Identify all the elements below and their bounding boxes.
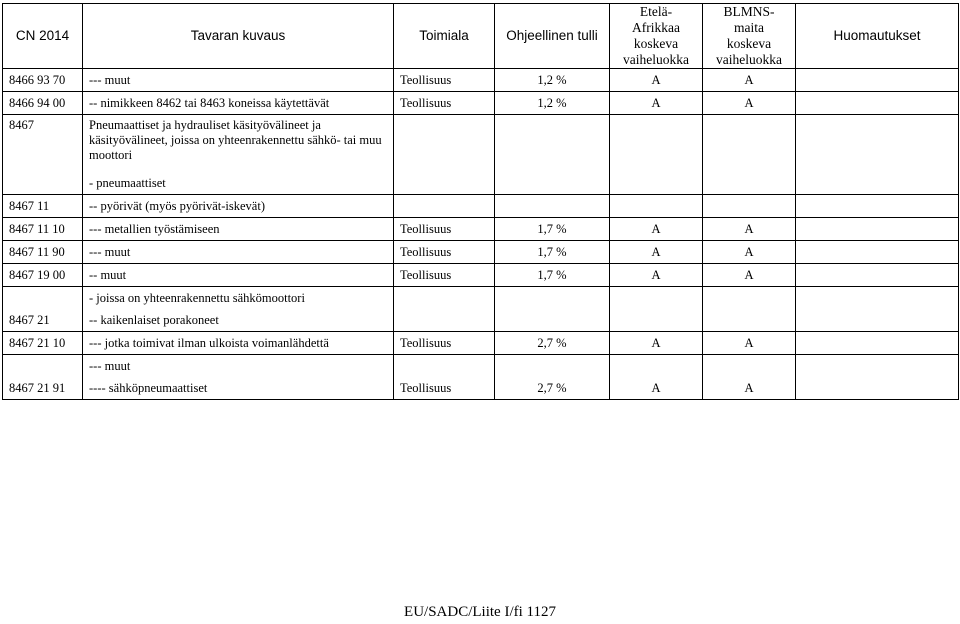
- cell-sector: [394, 115, 495, 173]
- table-row: [3, 172, 959, 195]
- cell-description: --- muut: [83, 355, 394, 378]
- table-row: [3, 92, 959, 115]
- cell-cn: 8467 11: [3, 195, 83, 218]
- cell-sector: [394, 172, 495, 195]
- cell-sector: [394, 287, 495, 310]
- cell-tariff: 1,7 %: [495, 241, 610, 264]
- header-sa-line1: Etelä-Afrikkaa: [632, 4, 680, 35]
- cell-tariff: [495, 115, 610, 173]
- header-cn: CN 2014: [3, 4, 83, 69]
- cell-notes: [796, 195, 959, 218]
- cell-sector: [394, 309, 495, 332]
- cell-notes: [796, 264, 959, 287]
- cell-tariff: 1,7 %: [495, 218, 610, 241]
- cell-sector: Teollisuus: [394, 92, 495, 115]
- cell-notes: [796, 332, 959, 355]
- cell-tariff: 1,2 %: [495, 92, 610, 115]
- cell-blmns-phase: A: [703, 377, 796, 400]
- cell-tariff: [495, 195, 610, 218]
- cell-tariff: [495, 287, 610, 310]
- table-row: [3, 355, 959, 378]
- tariff-table: [2, 3, 959, 400]
- cell-tariff: 2,7 %: [495, 377, 610, 400]
- table-row: [3, 377, 959, 400]
- cell-description: -- nimikkeen 8462 tai 8463 koneissa käytettävät: [83, 92, 394, 115]
- header-description: Tavaran kuvaus: [83, 4, 394, 69]
- cell-sector: [394, 195, 495, 218]
- cell-sa-phase: A: [610, 377, 703, 400]
- cell-description: --- metallien työstämiseen: [83, 218, 394, 241]
- cell-description: -- pyörivät (myös pyörivät-iskevät): [83, 195, 394, 218]
- header-blmns-line1: BLMNS-maita: [723, 4, 775, 35]
- cell-sa-phase: [610, 309, 703, 332]
- cell-sector: Teollisuus: [394, 264, 495, 287]
- cell-sa-phase: A: [610, 241, 703, 264]
- table-row: [3, 264, 959, 287]
- cell-cn: 8467 19 00: [3, 264, 83, 287]
- cell-description: ---- sähköpneumaattiset: [83, 377, 394, 400]
- table-row: [3, 69, 959, 92]
- header-blmns-line2: koskeva: [726, 36, 772, 51]
- cell-blmns-phase: A: [703, 69, 796, 92]
- cell-notes: [796, 355, 959, 378]
- table-row: [3, 195, 959, 218]
- table-row: [3, 241, 959, 264]
- cell-notes: [796, 115, 959, 173]
- cell-cn: [3, 355, 83, 378]
- cell-blmns-phase: A: [703, 241, 796, 264]
- cell-blmns-phase: A: [703, 92, 796, 115]
- header-tariff: Ohjeellinen tulli: [495, 4, 610, 69]
- cell-notes: [796, 92, 959, 115]
- cell-notes: [796, 69, 959, 92]
- cell-blmns-phase: A: [703, 264, 796, 287]
- table-row: [3, 309, 959, 332]
- cell-cn: 8466 93 70: [3, 69, 83, 92]
- header-row: [3, 4, 959, 69]
- cell-sa-phase: [610, 287, 703, 310]
- cell-cn: [3, 287, 83, 310]
- cell-cn: 8467 21: [3, 309, 83, 332]
- cell-notes: [796, 309, 959, 332]
- cell-notes: [796, 172, 959, 195]
- cell-sa-phase: A: [610, 92, 703, 115]
- cell-blmns-phase: [703, 355, 796, 378]
- cell-notes: [796, 241, 959, 264]
- cell-notes: [796, 377, 959, 400]
- cell-notes: [796, 218, 959, 241]
- cell-notes: [796, 287, 959, 310]
- cell-description: - joissa on yhteenrakennettu sähkömoottori: [83, 287, 394, 310]
- cell-blmns-phase: [703, 195, 796, 218]
- cell-sa-phase: [610, 195, 703, 218]
- cell-blmns-phase: [703, 309, 796, 332]
- cell-sector: Teollisuus: [394, 69, 495, 92]
- header-notes: Huomautukset: [796, 4, 959, 69]
- header-sa-line2: koskeva: [633, 36, 679, 51]
- cell-sector: Teollisuus: [394, 332, 495, 355]
- cell-cn: 8467: [3, 115, 83, 173]
- cell-blmns-phase: [703, 115, 796, 173]
- cell-sector: [394, 355, 495, 378]
- cell-sa-phase: [610, 355, 703, 378]
- cell-sa-phase: [610, 172, 703, 195]
- cell-tariff: 1,2 %: [495, 69, 610, 92]
- cell-sector: Teollisuus: [394, 241, 495, 264]
- cell-cn: 8467 11 10: [3, 218, 83, 241]
- header-blmns-line3: vaiheluokka: [716, 52, 782, 67]
- header-south-africa-phase: [610, 4, 703, 69]
- header-blmns-phase: [703, 4, 796, 69]
- cell-blmns-phase: [703, 287, 796, 310]
- cell-cn: 8466 94 00: [3, 92, 83, 115]
- cell-description: - pneumaattiset: [83, 172, 394, 195]
- cell-cn: 8467 21 10: [3, 332, 83, 355]
- table-row: [3, 218, 959, 241]
- cell-tariff: 1,7 %: [495, 264, 610, 287]
- cell-cn: [3, 172, 83, 195]
- cell-tariff: [495, 172, 610, 195]
- cell-description: --- muut: [83, 69, 394, 92]
- cell-description: -- muut: [83, 264, 394, 287]
- header-sa-line3: vaiheluokka: [623, 52, 689, 67]
- cell-tariff: [495, 355, 610, 378]
- table-row: [3, 115, 959, 173]
- cell-sa-phase: A: [610, 218, 703, 241]
- cell-sa-phase: A: [610, 69, 703, 92]
- table-row: [3, 287, 959, 310]
- cell-cn: 8467 11 90: [3, 241, 83, 264]
- cell-description: --- jotka toimivat ilman ulkoista voimanlähdettä: [83, 332, 394, 355]
- cell-blmns-phase: A: [703, 218, 796, 241]
- cell-sector: Teollisuus: [394, 377, 495, 400]
- cell-sa-phase: A: [610, 264, 703, 287]
- table-row: [3, 332, 959, 355]
- cell-description: -- kaikenlaiset porakoneet: [83, 309, 394, 332]
- cell-sector: Teollisuus: [394, 218, 495, 241]
- cell-sa-phase: [610, 115, 703, 173]
- cell-description: --- muut: [83, 241, 394, 264]
- cell-sa-phase: A: [610, 332, 703, 355]
- cell-description: Pneumaattiset ja hydrauliset käsityövälineet ja käsityövälineet, joissa on yhteenrakennettu sähkö- tai muu moottori: [83, 115, 394, 173]
- header-sector: Toimiala: [394, 4, 495, 69]
- cell-tariff: [495, 309, 610, 332]
- page-footer: EU/SADC/Liite I/fi 1127: [404, 604, 556, 620]
- cell-blmns-phase: [703, 172, 796, 195]
- cell-cn: 8467 21 91: [3, 377, 83, 400]
- cell-blmns-phase: A: [703, 332, 796, 355]
- cell-tariff: 2,7 %: [495, 332, 610, 355]
